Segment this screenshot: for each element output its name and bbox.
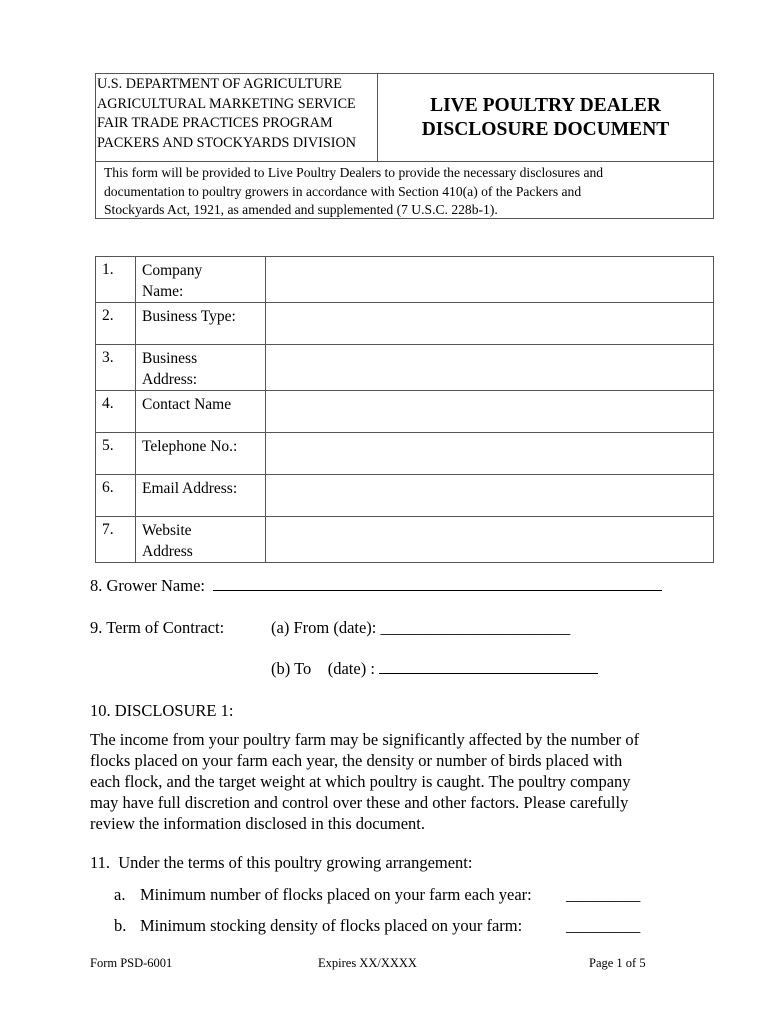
grower-name-row xyxy=(90,575,662,596)
table-row xyxy=(96,257,714,303)
form-number: Form PSD-6001 xyxy=(90,956,173,970)
row-number: 1. xyxy=(96,257,136,303)
header-divider xyxy=(96,161,713,162)
label-line: Company xyxy=(142,262,203,279)
telephone-field[interactable] xyxy=(266,433,714,475)
header-box xyxy=(95,73,714,219)
agency-line: FAIR TRADE PRACTICES PROGRAM xyxy=(97,115,333,131)
label-line: Website xyxy=(142,522,192,539)
term-to-label: (b) To (date) : xyxy=(271,659,375,678)
min-flocks-label: Minimum number of flocks placed on your farm each year: xyxy=(140,885,532,904)
agency-line: AGRICULTURAL MARKETING SERVICE xyxy=(97,95,356,112)
agency-line: PACKERS AND STOCKYARDS DIVISION xyxy=(97,134,356,151)
label-line: Email Address: xyxy=(142,480,238,497)
website-address-field[interactable] xyxy=(266,517,714,563)
row-number: 6. xyxy=(96,475,136,517)
disclosure-line: each flock, and the target weight at which poultry is caught. The poultry company xyxy=(90,772,631,791)
row-number: 7. xyxy=(96,517,136,563)
min-flocks-field[interactable]: _________ xyxy=(566,885,641,904)
dealer-info-table xyxy=(95,256,714,563)
disclosure-line: review the information disclosed in this document. xyxy=(90,814,425,833)
row-label xyxy=(136,345,266,391)
table-row xyxy=(96,345,714,391)
table-row xyxy=(96,303,714,345)
row-label xyxy=(136,391,266,433)
row-number: 3. xyxy=(96,345,136,391)
label-line: Address xyxy=(142,543,193,560)
disclosure-line: may have full discretion and control over these and other factors. Please carefully xyxy=(90,793,629,812)
disclosure-line: The income from your poultry farm may be significantly affected by the number of xyxy=(90,730,640,749)
row-label xyxy=(136,517,266,563)
agency-line: U.S. DEPARTMENT OF AGRICULTURE xyxy=(97,76,342,92)
disclosure-line: flocks placed on your farm each year, the density or number of birds placed with xyxy=(90,751,623,770)
email-address-field[interactable] xyxy=(266,475,714,517)
term-from-field[interactable]: _______________________ xyxy=(380,618,571,637)
business-address-field[interactable] xyxy=(266,345,714,391)
label-line: Contact Name xyxy=(142,396,232,413)
note-line: documentation to poultry growers in accordance with Section 410(a) of the Packers and xyxy=(104,183,582,199)
business-type-field[interactable] xyxy=(266,303,714,345)
table-row xyxy=(96,391,714,433)
grower-name-label: 8. Grower Name: xyxy=(90,576,206,595)
term-label: 9. Term of Contract: xyxy=(90,618,225,637)
title-line: DISCLOSURE DOCUMENT xyxy=(421,118,670,140)
label-line: Telephone No.: xyxy=(142,438,238,455)
label-line: Business xyxy=(142,350,198,367)
note-line: This form will be provided to Live Poultry Dealers to provide the necessary disclosures and xyxy=(104,165,604,180)
row-number: 4. xyxy=(96,391,136,433)
min-density-field[interactable]: _________ xyxy=(566,916,641,935)
form-purpose-note xyxy=(104,164,704,220)
label-line: Address: xyxy=(142,371,198,388)
table-row xyxy=(96,517,714,563)
row-label xyxy=(136,303,266,345)
min-density-label: Minimum stocking density of flocks placed on your farm: xyxy=(140,916,523,935)
row-label xyxy=(136,475,266,517)
company-name-field[interactable] xyxy=(266,257,714,303)
row-number: 5. xyxy=(96,433,136,475)
note-line: Stockyards Act, 1921, as amended and supplemented (7 U.S.C. 228b-1). xyxy=(104,202,498,218)
label-line: Business Type: xyxy=(142,308,236,325)
table-row xyxy=(96,475,714,517)
term-from-label: (a) From (date): xyxy=(271,618,377,637)
expiration: Expires XX/XXXX xyxy=(318,956,417,970)
page-number: Page 1 of 5 xyxy=(589,956,646,970)
title-line: LIVE POULTRY DEALER xyxy=(430,94,661,116)
row-number: 2. xyxy=(96,303,136,345)
item-letter: a. xyxy=(114,885,126,904)
table-row xyxy=(96,433,714,475)
term-to-field[interactable] xyxy=(379,659,598,674)
term-from-row xyxy=(271,617,570,638)
row-label xyxy=(136,433,266,475)
term-to-row xyxy=(271,658,598,679)
item-letter: b. xyxy=(114,916,127,935)
document-title xyxy=(378,74,713,161)
row-label xyxy=(136,257,266,303)
contact-name-field[interactable] xyxy=(266,391,714,433)
agency-block xyxy=(96,74,378,161)
disclosure-heading: 10. DISCLOSURE 1: xyxy=(90,701,234,720)
section11-heading: 11. Under the terms of this poultry growing arrangement: xyxy=(90,853,473,872)
disclosure-text xyxy=(90,729,730,834)
label-line: Name: xyxy=(142,283,184,300)
grower-name-field[interactable] xyxy=(213,576,662,591)
